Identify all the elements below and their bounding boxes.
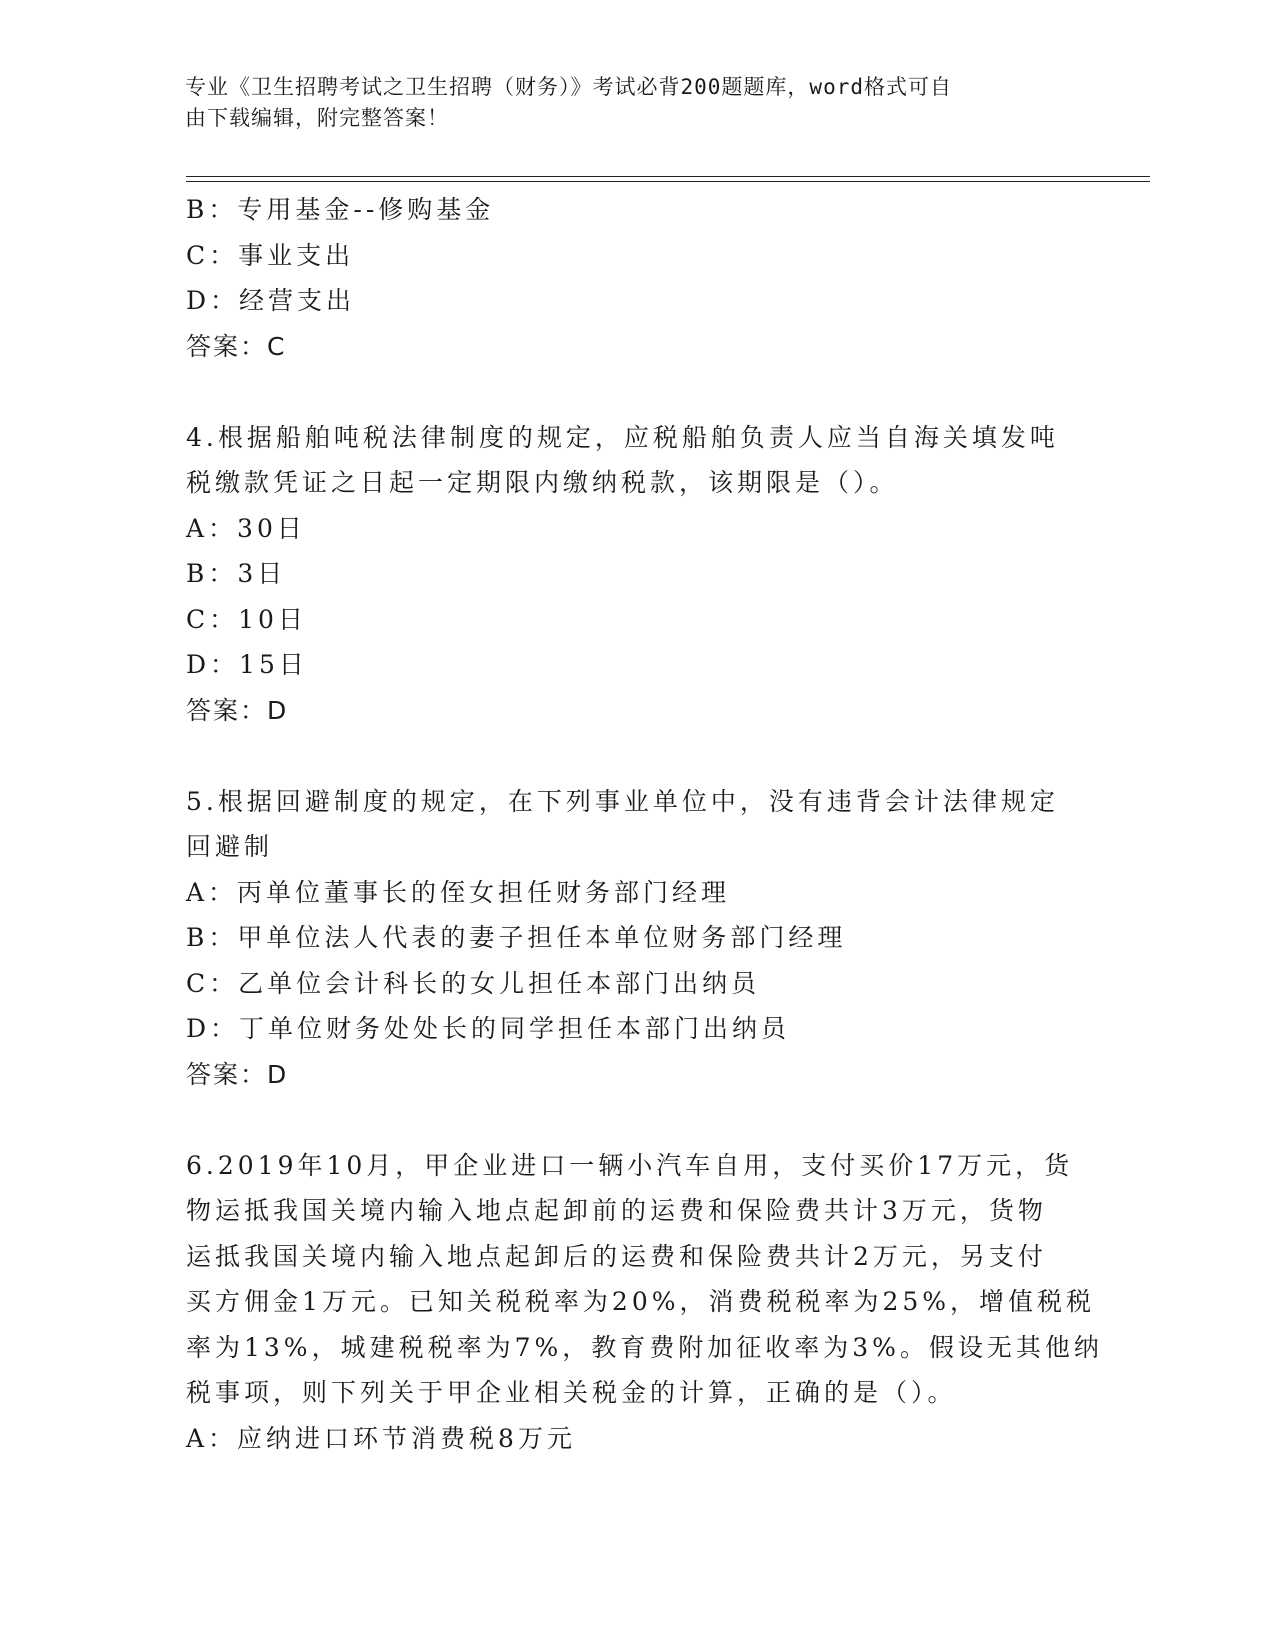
question-6 <box>186 1143 1103 1462</box>
document-body <box>186 187 1103 1461</box>
question-stem-line: 5.根据回避制度的规定，在下列事业单位中，没有违背会计法律规定 <box>186 786 1059 816</box>
header-line-1: 专业《卫生招聘考试之卫生招聘（财务）》考试必背200题题库，word格式可自 <box>185 75 952 99</box>
option-d: D：15日 <box>186 650 308 679</box>
option-c: C：事业支出 <box>186 240 355 270</box>
question-stem-line: 买方佣金1万元。已知关税税率为20%，消费税税率为25%，增值税税 <box>186 1287 1096 1316</box>
question-5 <box>186 779 1086 1098</box>
question-4 <box>186 415 1086 734</box>
option-d: D：经营支出 <box>186 286 356 315</box>
header-line-2: 由下载编辑，附完整答案！ <box>185 106 449 130</box>
option-c: C：10日 <box>186 604 307 634</box>
question-stem-line: 税事项，则下列关于甲企业相关税金的计算，正确的是（）。 <box>186 1378 957 1407</box>
option-b: B：甲单位法人代表的妻子担任本单位财务部门经理 <box>186 923 847 952</box>
question-stem-line: 4.根据船舶吨税法律制度的规定，应税船舶负责人应当自海关填发吨 <box>186 422 1059 452</box>
question-stem-line: 回避制 <box>186 832 274 861</box>
option-c: C：乙单位会计科长的女儿担任本部门出纳员 <box>186 968 761 998</box>
answer: 答案：D <box>186 1059 289 1089</box>
header-divider-top <box>186 176 1150 177</box>
question-stem-line: 物运抵我国关境内输入地点起卸前的运费和保险费共计3万元，货物 <box>186 1196 1047 1225</box>
header-divider-bottom <box>186 181 1150 182</box>
option-b: B：3日 <box>186 559 287 588</box>
question-3 <box>186 187 1086 369</box>
option-d: D：丁单位财务处处长的同学担任本部门出纳员 <box>186 1014 791 1043</box>
question-stem-line: 率为13%，城建税税率为7%，教育费附加征收率为3%。假设无其他纳 <box>186 1332 1103 1362</box>
option-a: A：30日 <box>186 513 306 543</box>
question-stem-line: 6.2019年10月，甲企业进口一辆小汽车自用，支付买价17万元，货 <box>186 1150 1074 1180</box>
option-a: A：应纳进口环节消费税8万元 <box>186 1423 576 1453</box>
option-b: B：专用基金--修购基金 <box>186 195 495 224</box>
answer: 答案：D <box>186 695 289 725</box>
question-stem-line: 税缴款凭证之日起一定期限内缴纳税款，该期限是（）。 <box>186 468 899 497</box>
answer: 答案：C <box>186 331 287 361</box>
question-stem-line: 运抵我国关境内输入地点起卸后的运费和保险费共计2万元，另支付 <box>186 1241 1047 1271</box>
option-a: A：丙单位董事长的侄女担任财务部门经理 <box>186 877 731 907</box>
document-header <box>185 72 1065 134</box>
